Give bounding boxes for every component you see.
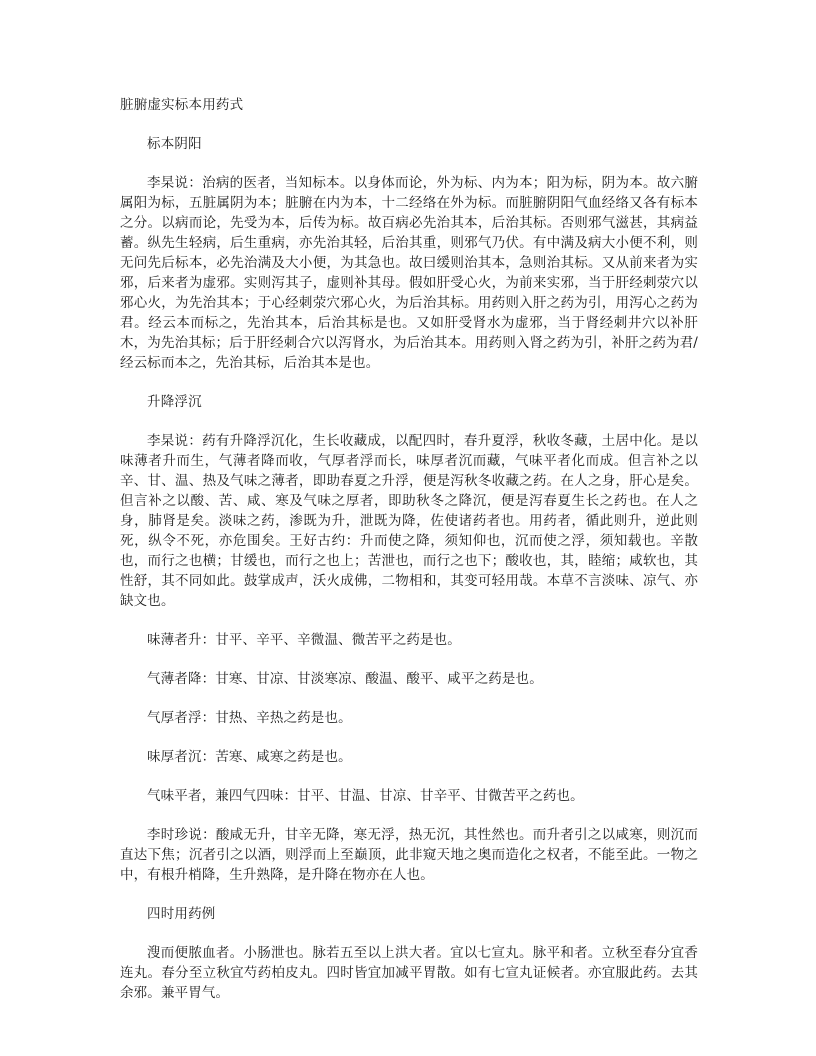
section-heading-shengjiang-fuchen: 升降浮沉 [147,394,202,410]
section-heading-benbiao-yinyang: 标本阴阳 [147,136,202,152]
document-title: 脏腑虚实标本用药式 [120,97,244,113]
paragraph: 气薄者降：甘寒、甘凉、甘淡寒凉、酸温、酸平、咸平之药是也。 [147,671,543,687]
paragraph: 味薄者升：甘平、辛平、辛微温、微苦平之药是也。 [147,632,461,648]
paragraph: 李杲说：治病的医者，当知标本。以身体而论，外为标、内为本；阳为标，阴为本。故六腑属阳为标，五脏属阴为本；脏腑在内为本，十二经络在外为标。而脏腑阴阳气血经络又各有标本之分。以病而论，先受为本，后传为标。故百病必先治其本，后治其标。否则邪气滋甚，其病益蓄。纵先生轻病，后生重病，亦先治其轻，后治其重，则邪气乃伏。有中满及病大小便不利，则无问先后标本，必先治满及大小便，为其急也。故曰缓则治其本，急则治其标。又从前来者为实邪，后来者为虚邪。实则泻其子，虚则补其母。假如肝受心火，为前来实邪，当于肝经刺荥穴以邪心火，为先治其本；于心经刺荥穴邪心火，为后治其标。用药则入肝之药为引，用泻心之药为君。经云本而标之，先治其本，后治其标是也。又如肝受肾水为虚邪，当于肾经刺井穴以补肝木，为先治其标；后于肝经刺合穴以泻肾水，为后治其本。用药则入肾之药为引，补肝之药为君/经云标而本之，先治其标，后治其本是也。 [120,175,698,371]
paragraph: 李杲说：药有升降浮沉化，生长收藏成，以配四时，春升夏浮，秋收冬藏，土居中化。是以味薄者升而生，气薄者降而收，气厚者浮而长，味厚者沉而藏，气味平者化而成。但言补之以辛、甘、温、热及气味之薄者，即助春夏之升浮，便是泻秋冬收藏之药。在人之身，肝心是矣。但言补之以酸、苦、咸、寒及气味之厚者，即助秋冬之降沉，便是泻春夏生长之药也。在人之身，肺肾是矣。淡味之药，渗既为升，泄既为降，佐使诸药者也。用药者，循此则升，逆此则死，纵令不死，亦危围矣。王好古约：升而使之降，须知仰也，沉而使之浮，须知载也。辛散也，而行之也横；甘缓也，而行之也上；苦泄也，而行之也下；酸收也，其，睦缩；咸软也，其性舒，其不同如此。鼓掌成声，沃火成佛，二物相和，其变可轻用哉。本草不言淡味、凉气、亦缺文也。 [120,433,698,609]
section-heading-sishi-yongyaoli: 四时用药例 [147,906,216,922]
document-content [120,95,698,1003]
paragraph: 味厚者沉：苦寒、咸寒之药是也。 [147,749,352,765]
paragraph: 李时珍说：酸咸无升，甘辛无降，寒无浮，热无沉，其性然也。而升者引之以咸寒，则沉而直达下焦；沉者引之以酒，则浮而上至巅顶，此非窥天地之奥而造化之权者，不能至此。一物之中，有根升梢降，生升熟降，是升降在物亦在人也。 [120,827,698,883]
paragraph: 气味平者，兼四气四味：甘平、甘温、甘凉、甘辛平、甘微苦平之药也。 [147,788,584,804]
paragraph: 气厚者浮：甘热、辛热之药是也。 [147,710,352,726]
paragraph: 溲而便脓血者。小肠泄也。脉若五至以上洪大者。宜以七宣丸。脉平和者。立秋至春分宜香连丸。春分至立秋宜芍药柏皮丸。四时皆宜加减平胃散。如有七宣丸证候者。亦宜服此药。去其余邪。兼平胃气。 [120,945,698,1001]
